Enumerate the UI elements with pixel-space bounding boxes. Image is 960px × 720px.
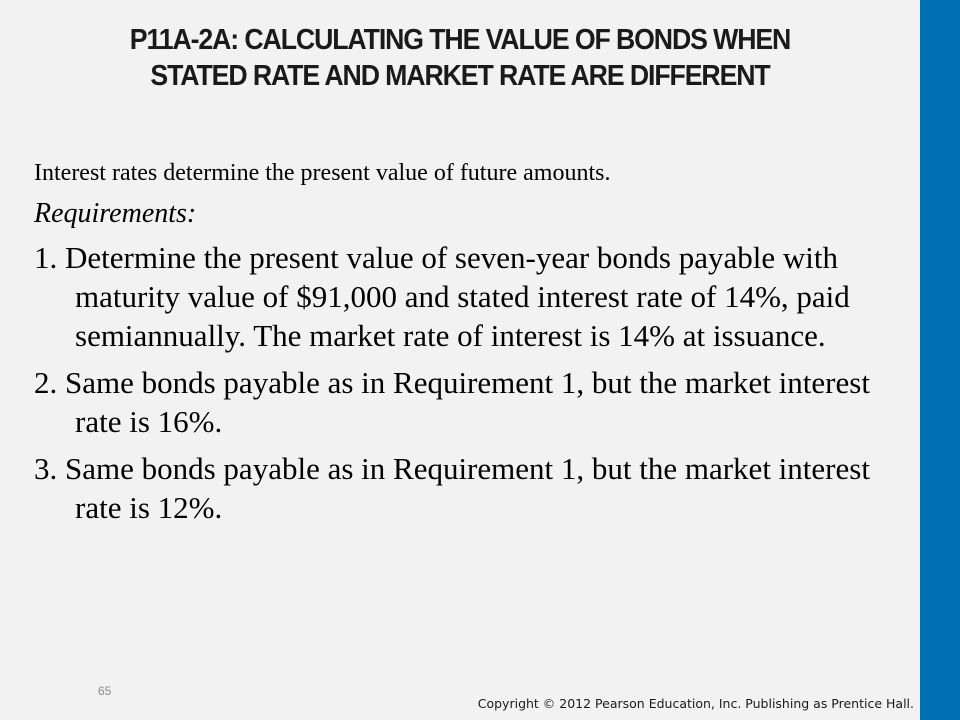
slide-title: [37, 22, 883, 94]
requirements-heading: Requirements:: [34, 198, 197, 229]
requirement-1: 1. Determine the present value of seven-year bonds payable with maturity value of $91,000 and stated interest rate of 14%, paid semiannually. The market rate of interest is 14% at issuance.: [34, 240, 850, 353]
intro-text: Interest rates determine the present value of future amounts.: [34, 160, 611, 186]
slide-number: 65: [98, 684, 112, 698]
slide-title-line-1: P11A-2A: CALCULATING THE VALUE OF BONDS WHEN: [129, 24, 791, 56]
slide-title-line-2: STATED RATE AND MARKET RATE ARE DIFFERENT: [150, 60, 770, 92]
requirement-2: 2. Same bonds payable as in Requirement 1, but the market interest rate is 16%.: [34, 365, 870, 439]
requirement-3: 3. Same bonds payable as in Requirement 1, but the market interest rate is 12%.: [34, 451, 870, 525]
slide-body: [34, 158, 914, 535]
accent-sidebar: [920, 0, 960, 720]
requirements-list: [34, 238, 914, 527]
copyright-notice: Copyright © 2012 Pearson Education, Inc. Publishing as Prentice Hall.: [477, 696, 914, 711]
